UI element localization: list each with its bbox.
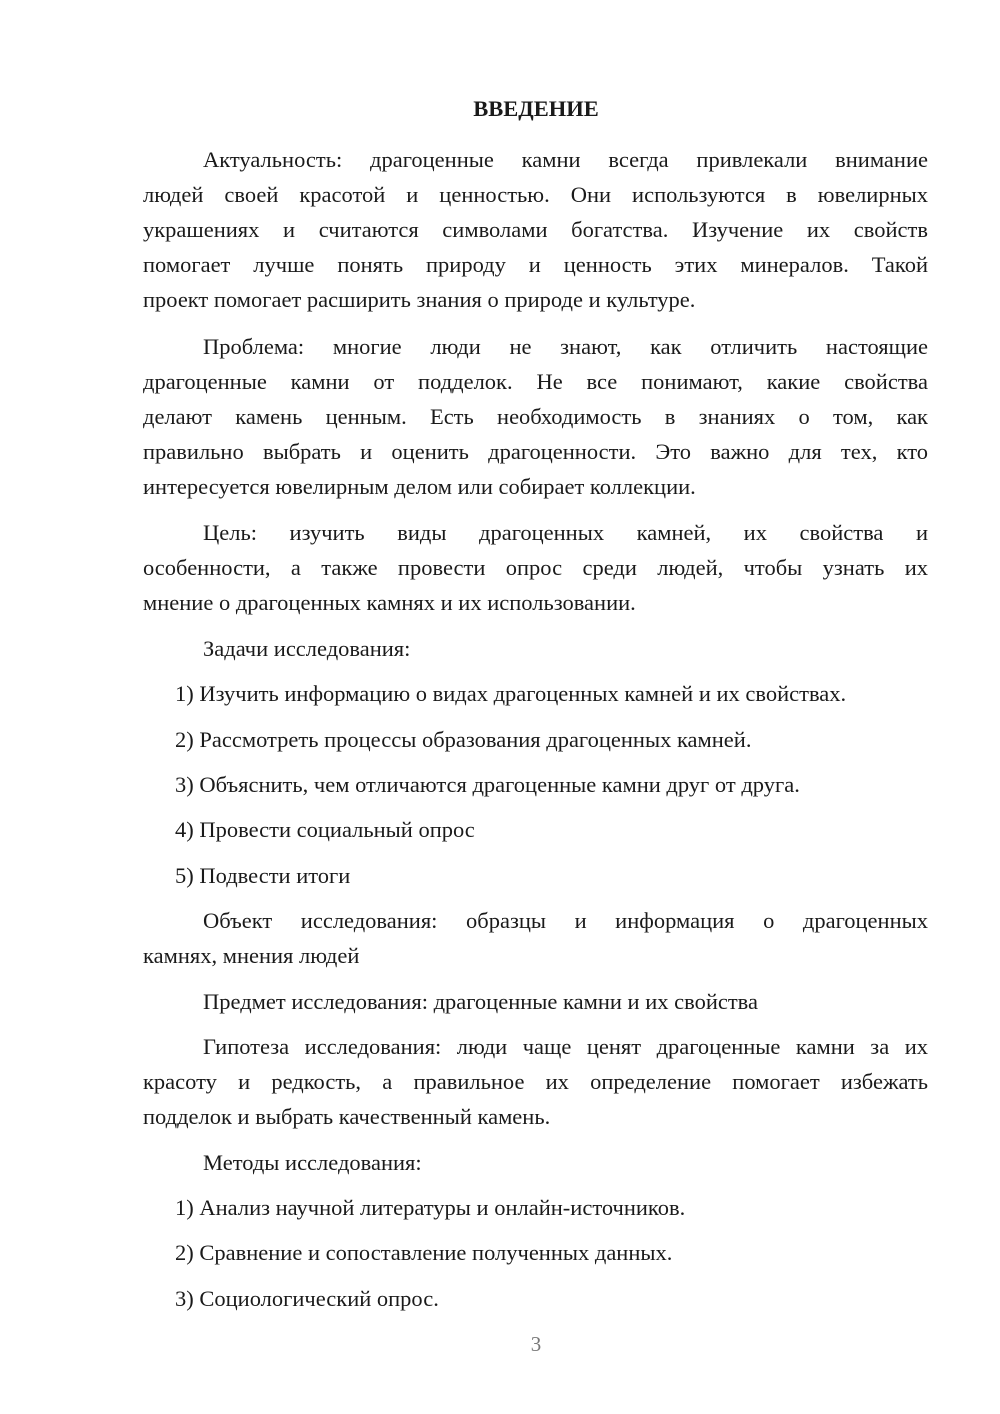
- text-line: особенности, а также провести опрос среди людей, чтобы узнать их: [143, 555, 928, 580]
- paragraph-relevance: [143, 142, 928, 317]
- text-line: людей своей красотой и ценностью. Они используются в ювелирных: [143, 182, 928, 207]
- text-line: помогает лучше понять природу и ценность этих минералов. Такой: [143, 252, 928, 277]
- text-line: Проблема: многие люди не знают, как отличить настоящие: [203, 334, 928, 359]
- text-line: правильно выбрать и оценить драгоценности. Это важно для тех, кто: [143, 439, 928, 464]
- paragraph-problem: [143, 329, 928, 504]
- text-line: подделок и выбрать качественный камень.: [143, 1104, 551, 1129]
- paragraph-object: [143, 903, 928, 973]
- text-line: мнение о драгоценных камнях и их использовании.: [143, 590, 636, 615]
- method-item: 1) Анализ научной литературы и онлайн-источников.: [175, 1195, 686, 1220]
- task-item: 3) Объяснить, чем отличаются драгоценные камни друг от друга.: [175, 772, 800, 797]
- text-line: украшениях и считаются символами богатства. Изучение их свойств: [143, 217, 928, 242]
- method-item: 2) Сравнение и сопоставление полученных данных.: [175, 1240, 673, 1265]
- page-number: 3: [530, 1332, 542, 1356]
- text-line: драгоценные камни от подделок. Не все понимают, какие свойства: [143, 369, 928, 394]
- tasks-heading: [143, 631, 928, 666]
- text-line: Задачи исследования:: [203, 636, 411, 661]
- text-line: камнях, мнения людей: [143, 943, 360, 968]
- methods-heading: [143, 1145, 928, 1180]
- text-line: Цель: изучить виды драгоценных камней, их свойства и: [203, 520, 928, 545]
- paragraph-hypothesis: [143, 1029, 928, 1134]
- task-item: 1) Изучить информацию о видах драгоценных камней и их свойствах.: [175, 681, 847, 706]
- task-item: 2) Рассмотреть процессы образования драгоценных камней.: [175, 727, 752, 752]
- text-line: проект помогает расширить знания о природе и культуре.: [143, 287, 696, 312]
- method-item: 3) Социологический опрос.: [175, 1286, 439, 1311]
- page-title: ВВЕДЕНИЕ: [473, 96, 599, 121]
- task-item: 5) Подвести итоги: [175, 863, 351, 888]
- text-line: Гипотеза исследования: люди чаще ценят драгоценные камни за их: [203, 1034, 928, 1059]
- text-line: Предмет исследования: драгоценные камни и их свойства: [203, 989, 758, 1014]
- text-line: Объект исследования: образцы и информация о драгоценных: [203, 908, 928, 933]
- text-line: Актуальность: драгоценные камни всегда привлекали внимание: [203, 147, 928, 172]
- paragraph-subject: [143, 984, 928, 1019]
- text-line: красоту и редкость, а правильное их определение помогает избежать: [143, 1069, 928, 1094]
- text-line: интересуется ювелирным делом или собирает коллекции.: [143, 474, 696, 499]
- text-line: делают камень ценным. Есть необходимость в знаниях о том, как: [143, 404, 928, 429]
- paragraph-goal: [143, 515, 928, 620]
- task-item: 4) Провести социальный опрос: [175, 817, 475, 842]
- text-line: Методы исследования:: [203, 1150, 422, 1175]
